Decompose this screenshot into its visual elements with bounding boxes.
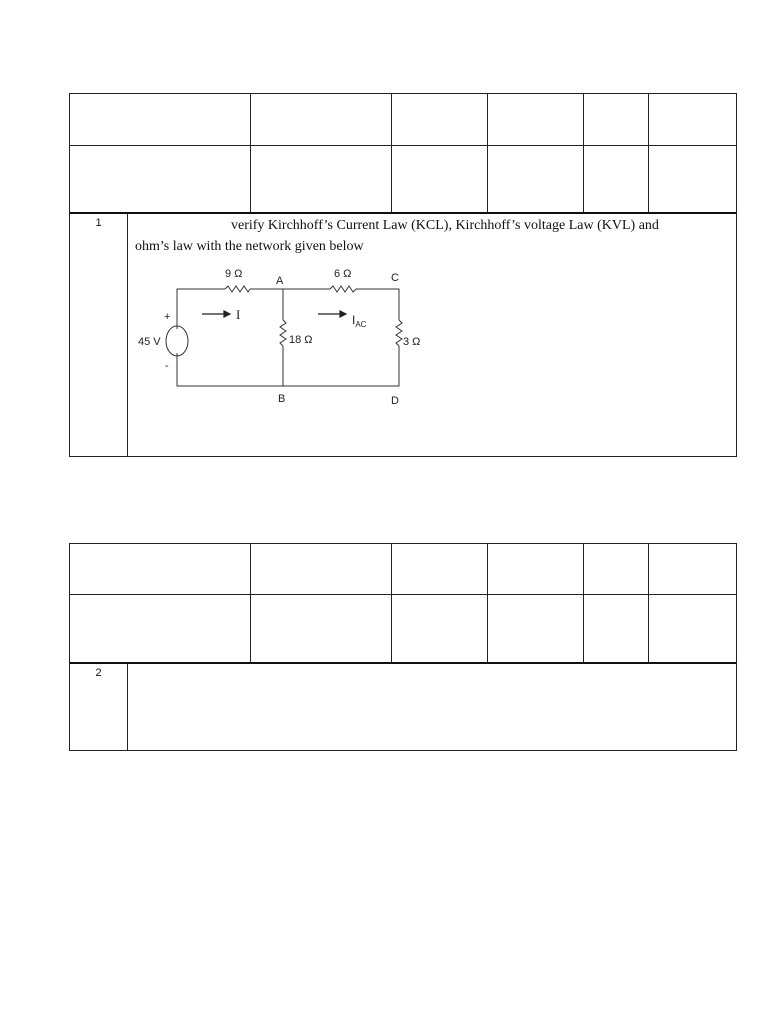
header-column-divider xyxy=(487,94,488,213)
question-number: 1 xyxy=(70,214,128,456)
wire-top-right xyxy=(356,289,399,320)
header-column-divider xyxy=(250,544,251,663)
header-column-divider xyxy=(250,94,251,213)
label-source-plus: + xyxy=(164,311,171,323)
question-number: 2 xyxy=(70,664,128,750)
label-6-ohm: 6 Ω xyxy=(334,268,352,280)
header-column-divider xyxy=(583,544,584,663)
arrow-iac-head xyxy=(340,311,346,317)
label-current-iac: $I_{AC}$ xyxy=(352,313,367,329)
label-node-a: A xyxy=(276,275,284,287)
resistor-6-ohm xyxy=(330,286,356,292)
header-column-divider xyxy=(648,544,649,663)
header-divider xyxy=(70,594,736,595)
resistor-18-ohm xyxy=(280,320,286,346)
wire-left-top xyxy=(177,289,225,329)
label-node-c: C xyxy=(391,272,399,284)
arrow-i-head xyxy=(224,311,230,317)
label-node-d: D xyxy=(391,395,399,407)
resistor-9-ohm xyxy=(225,286,250,292)
header-column-divider xyxy=(391,94,392,213)
label-source-minus: - xyxy=(165,360,169,372)
circuit-diagram xyxy=(130,268,420,410)
header-column-divider xyxy=(487,544,488,663)
header-column-divider xyxy=(583,94,584,213)
label-source-voltage: 45 V xyxy=(138,336,161,348)
header-column-divider xyxy=(391,544,392,663)
header-column-divider xyxy=(648,94,649,213)
question-text xyxy=(135,215,731,257)
label-current-i: I xyxy=(236,307,241,322)
question-text-line1: verify Kirchhoff’s Current Law (KCL), Kirchhoff’s voltage Law (KVL) and xyxy=(231,218,659,233)
label-node-b: B xyxy=(278,393,286,405)
header-grid-1 xyxy=(69,93,737,214)
question-text-line2: ohm’s law with the network given below xyxy=(135,239,364,254)
label-9-ohm: 9 Ω xyxy=(225,268,243,280)
label-3-ohm: 3 Ω xyxy=(403,336,420,348)
label-18-ohm: 18 Ω xyxy=(289,334,313,346)
resistor-3-ohm xyxy=(396,320,402,346)
voltage-source xyxy=(166,326,188,356)
wire-right-bottom xyxy=(177,346,399,386)
header-grid-2 xyxy=(69,543,737,664)
header-divider xyxy=(70,145,736,146)
question-row-2 xyxy=(69,662,737,751)
